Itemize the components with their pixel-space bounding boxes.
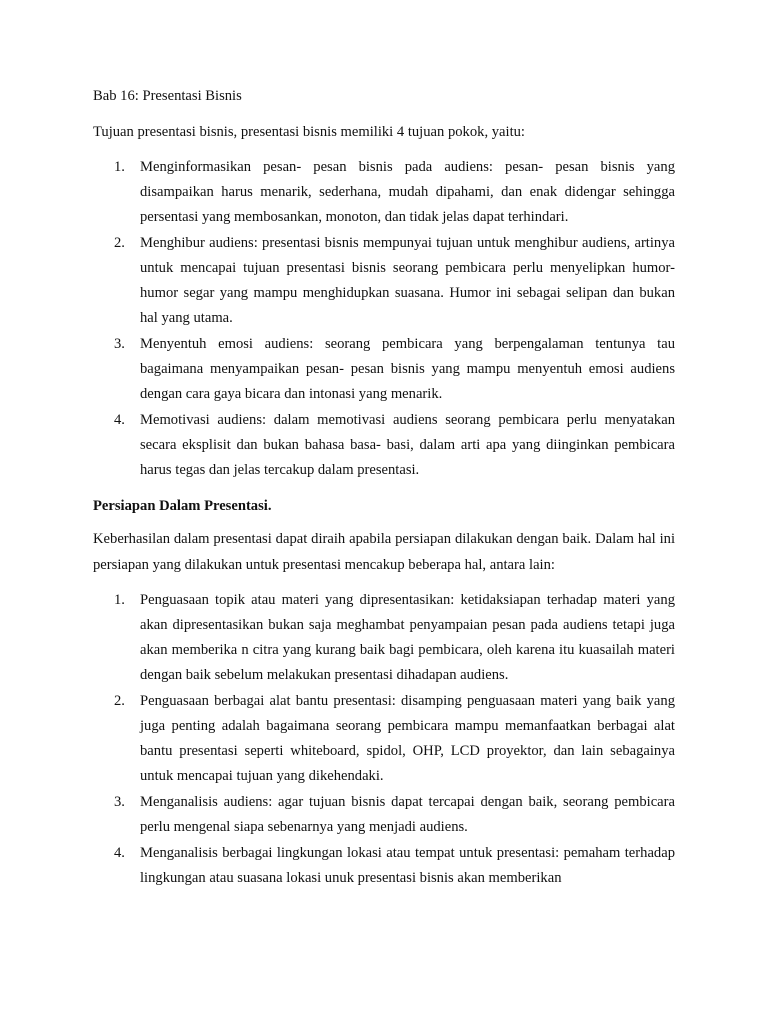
- list-item: [93, 332, 675, 407]
- list-item: [93, 790, 675, 840]
- list-number: 1.: [114, 592, 125, 608]
- list-number: 4.: [114, 845, 125, 861]
- goals-list: [93, 155, 675, 483]
- list-item-text: Penguasaan berbagai alat bantu presentasi: disamping penguasaan materi yang baik yang juga penting adalah bagaimana seorang pembicara mampu memanfaatkan berbagai alat bantu presentasi seperti whiteboard, spidol, OHP, LCD proyektor, dan lain sebagainya untuk mencapai tujuan yang dikehendaki.: [140, 693, 675, 784]
- intro-paragraph: Tujuan presentasi bisnis, presentasi bisnis memiliki 4 tujuan pokok, yaitu:: [93, 124, 525, 140]
- list-item-text: Memotivasi audiens: dalam memotivasi audiens seorang pembicara perlu menyatakan secara eksplisit dan bukan bahasa basa- basi, dalam arti apa yang diinginkan pembicara harus tegas dan jelas tercakup dalam presentasi.: [140, 412, 675, 478]
- list-item: [93, 588, 675, 688]
- section-heading: Persiapan Dalam Presentasi.: [93, 498, 272, 514]
- list-item-text: Penguasaan topik atau materi yang dipresentasikan: ketidaksiapan terhadap materi yang akan dipresentasikan bukan saja meghambat penyampaian pesan pada audiens tetapi juga akan memberika n citra yang kurang baik bagi pembicara, oleh karena itu kuasailah materi dengan baik sebelum melakukan presentasi dihadapan audiens.: [140, 592, 675, 683]
- list-item-text: Menginformasikan pesan- pesan bisnis pada audiens: pesan- pesan bisnis yang disampaikan harus menarik, sederhana, mudah dipahami, dan enak didengar sehingga persentasi yang membosankan, monoton, dan tidak jelas dapat terhindari.: [140, 159, 675, 225]
- list-item-text: Menganalisis audiens: agar tujuan bisnis dapat tercapai dengan baik, seorang pembicara perlu mengenal siapa sebenarnya yang menjadi audiens.: [140, 794, 675, 835]
- list-number: 3.: [114, 794, 125, 810]
- list-number: 2.: [114, 693, 125, 709]
- chapter-title: Bab 16: Presentasi Bisnis: [93, 88, 242, 104]
- list-item: [93, 155, 675, 230]
- section-intro-paragraph: Keberhasilan dalam presentasi dapat diraih apabila persiapan dilakukan dengan baik. Dalam hal ini persiapan yang dilakukan untuk presentasi mencakup beberapa hal, antara lain:: [93, 531, 675, 573]
- list-item: [93, 841, 675, 891]
- list-item: [93, 689, 675, 789]
- list-item-text: Menghibur audiens: presentasi bisnis mempunyai tujuan untuk menghibur audiens, artinya untuk mencapai tujuan presentasi bisnis seorang pembicara perlu menyelipkan humor- humor segar yang mampu menghidupkan suasana. Humor ini sebagai selipan dan bukan hal yang utama.: [140, 235, 675, 326]
- list-item: [93, 408, 675, 483]
- preparations-list: [93, 588, 675, 891]
- list-item-text: Menyentuh emosi audiens: seorang pembicara yang berpengalaman tentunya tau bagaimana menyampaikan pesan- pesan bisnis yang mampu menyentuh emosi audiens dengan cara gaya bicara dan intonasi yang menarik.: [140, 336, 675, 402]
- list-item: [93, 231, 675, 331]
- list-number: 3.: [114, 336, 125, 352]
- list-item-text: Menganalisis berbagai lingkungan lokasi atau tempat untuk presentasi: pemaham terhadap lingkungan atau suasana lokasi unuk presentasi bisnis akan memberikan: [140, 845, 675, 886]
- list-number: 4.: [114, 412, 125, 428]
- list-number: 1.: [114, 159, 125, 175]
- list-number: 2.: [114, 235, 125, 251]
